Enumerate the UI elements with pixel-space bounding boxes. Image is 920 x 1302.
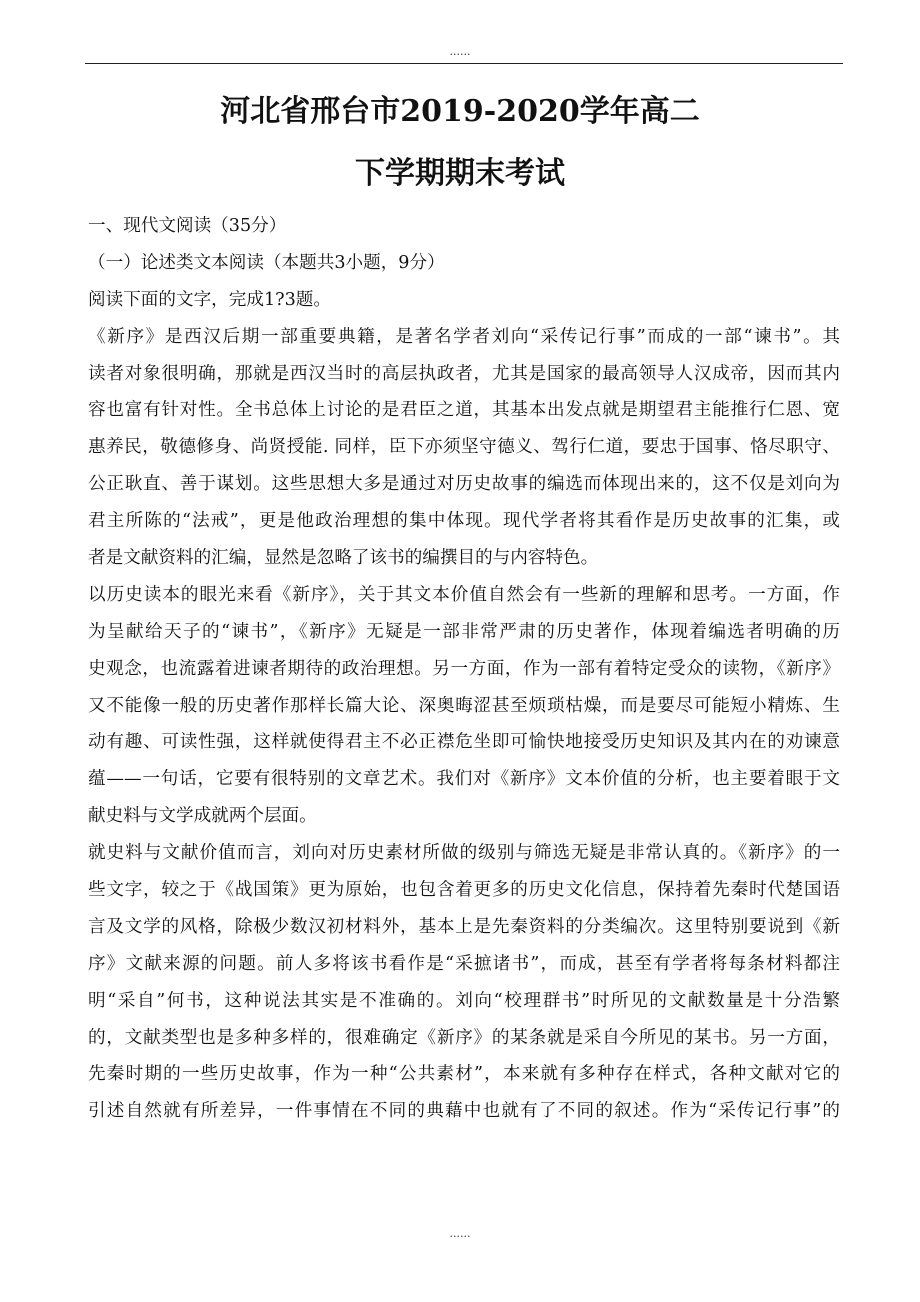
- paragraph-line: 史观念，也流露着进谏者期待的政治理想。另一方面，作为一部有着特定受众的读物，《新序》: [88, 658, 840, 679]
- paragraph-line: 些文字，较之于《战国策》更为原始，也包含着更多的历史文化信息，保持着先秦时代楚国语: [88, 880, 840, 901]
- paragraph-line: 献史料与文学成就两个层面。: [88, 806, 317, 827]
- paragraph-line: 的，文献类型也是多种多样的，很难确定《新序》的某条就是采自今所见的某书。另一方面，: [88, 1027, 840, 1048]
- footer-dots: ......: [449, 1227, 471, 1240]
- paragraph-line: 《新序》是西汉后期一部重要典籍，是著名学者刘向“采传记行事”而成的一部“谏书”。其: [88, 326, 840, 347]
- paragraph-line: 惠养民，敬德修身、尚贤授能. 同样，臣下亦须坚守德义、驾行仁道，要忠于国事、恪尽职守、: [88, 437, 840, 458]
- paragraph-line: 者是文献资料的汇编，显然是忽略了该书的编撰目的与内容特色。: [88, 548, 599, 569]
- paragraph-line: 公正耿直、善于谋划。这些思想大多是通过对历史故事的编选而体现出来的，这不仅是刘向为: [88, 474, 840, 495]
- paragraph-line: 就史料与文献价值而言，刘向对历史素材所做的级别与筛选无疑是非常认真的。《新序》的一: [88, 843, 840, 864]
- section-heading: 一、现代文阅读（35分）: [88, 216, 287, 236]
- paragraph-2: [88, 577, 840, 835]
- header-dots: ......: [449, 45, 471, 58]
- paragraph-line: 明“采自”何书，这种说法其实是不准确的。刘向“校理群书”时所见的文献数量是十分浩繁: [88, 990, 840, 1011]
- reading-instruction: 阅读下面的文字，完成1?3题。: [88, 289, 331, 310]
- paragraph-line: 先秦时期的一些历史故事，作为一种“公共素材”，本来就有多种存在样式，各种文献对它的: [88, 1064, 840, 1085]
- paragraph-line: 君主所陈的“法戒”，更是他政治理想的集中体现。现代学者将其看作是历史故事的汇集，或: [88, 511, 840, 532]
- paragraph-line: 为呈献给天子的“谏书”，《新序》无疑是一部非常严肃的历史著作，体现着编选者明确的历: [88, 621, 840, 642]
- header-rule: [85, 63, 843, 64]
- paragraph-line: 动有趣、可读性强，这样就使得君主不必正襟危坐即可愉快地接受历史知识及其内在的劝谏意: [88, 732, 840, 753]
- paragraph-line: 引述自然就有所差异，一件事情在不同的典藉中也就有了不同的叙述。作为“采传记行事”的: [88, 1101, 840, 1122]
- paragraph-line: 容也富有针对性。全书总体上讨论的是君臣之道，其基本出发点就是期望君主能推行仁恩、宽: [88, 400, 840, 421]
- section-subheading: （一）论述类文本阅读（本题共3小题，9分）: [88, 252, 445, 273]
- paragraph-3: [88, 835, 840, 1130]
- paragraph-line: 读者对象很明确，那就是西汉当时的高层执政者，尤其是国家的最高领导人汉成帝，因而其内: [88, 363, 840, 384]
- document-title-line-2: 下学期期末考试: [355, 156, 565, 191]
- paragraph-1: [88, 319, 840, 577]
- paragraph-line: 序》文献来源的问题。前人多将该书看作是“采摭诸书”，而成，甚至有学者将每条材料都注: [88, 953, 840, 974]
- paragraph-line: 言及文学的风格，除极少数汉初材料外，基本上是先秦资料的分类编次。这里特别要说到《新: [88, 916, 840, 937]
- document-title-line-1: 河北省邢台市2019-2020学年高二: [220, 94, 700, 129]
- paragraph-line: 以历史读本的眼光来看《新序》，关于其文本价值自然会有一些新的理解和思考。一方面，作: [88, 584, 840, 605]
- paragraph-line: 蕴——一句话，它要有很特别的文章艺术。我们对《新序》文本价值的分析，也主要着眼于文: [88, 769, 840, 790]
- document-body: [88, 208, 840, 1130]
- paragraph-line: 又不能像一般的历史著作那样长篇大论、深奥晦涩甚至烦琐枯燥，而是要尽可能短小精炼、生: [88, 695, 840, 716]
